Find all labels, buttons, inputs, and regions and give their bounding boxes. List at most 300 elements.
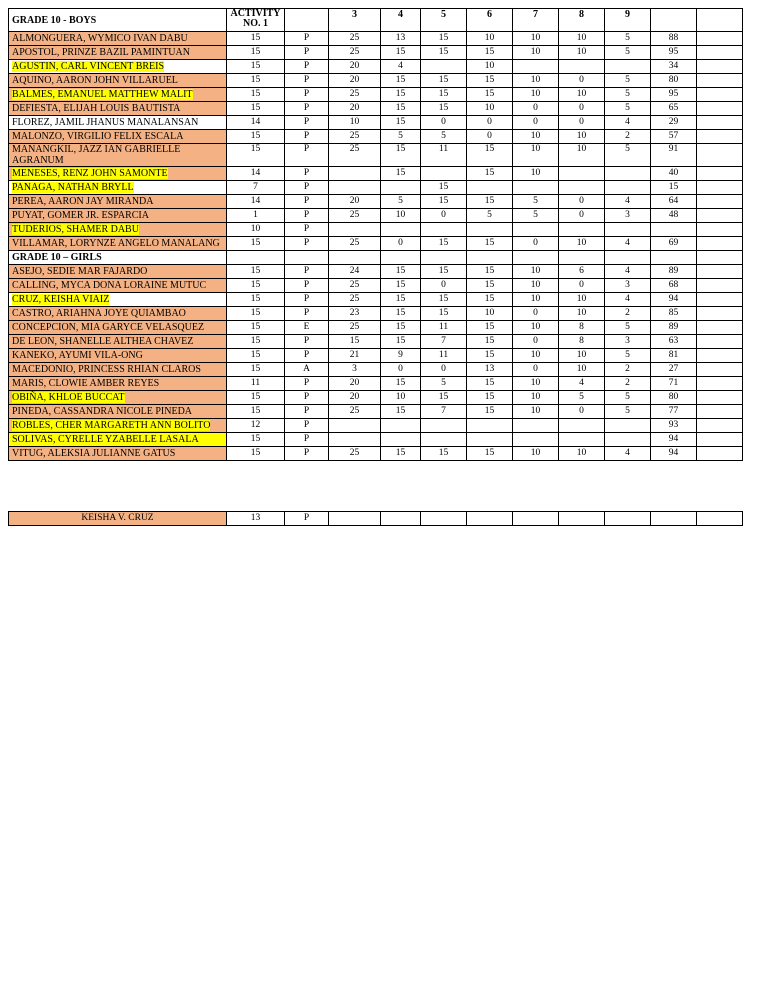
score-cell: 25 — [329, 293, 381, 307]
student-name-text: MARIS, CLOWIE AMBER REYES — [12, 378, 160, 389]
score-cell: 15 — [227, 144, 285, 167]
score-cell: 91 — [651, 144, 697, 167]
student-name-text: AGUSTIN, CARL VINCENT BREIS — [12, 61, 165, 72]
score-cell — [605, 223, 651, 237]
blank-cell — [697, 209, 743, 223]
score-cell: 68 — [651, 279, 697, 293]
student-row — [9, 102, 743, 116]
score-cell: 10 — [559, 349, 605, 363]
student-name — [9, 391, 227, 405]
extra-cell — [513, 512, 559, 526]
score-cell: 40 — [651, 167, 697, 181]
grades-table-body — [9, 9, 743, 461]
score-cell: 5 — [605, 32, 651, 46]
score-cell: A — [285, 363, 329, 377]
score-cell: 77 — [651, 405, 697, 419]
score-cell: 9 — [381, 349, 421, 363]
score-cell: 15 — [227, 349, 285, 363]
score-cell: 27 — [651, 363, 697, 377]
score-cell: 15 — [381, 144, 421, 167]
extra-cell-end — [697, 512, 743, 526]
score-cell: 11 — [421, 144, 467, 167]
extra-table — [8, 511, 743, 526]
student-name-text: MANANGKIL, JAZZ IAN GABRIELLE AGRANUM — [12, 144, 181, 166]
score-cell: 20 — [329, 102, 381, 116]
score-cell: 25 — [329, 46, 381, 60]
student-row — [9, 88, 743, 102]
score-cell: 10 — [513, 293, 559, 307]
score-cell: 10 — [467, 60, 513, 74]
student-name-text: TUDERIOS, SHAMER DABU — [12, 224, 139, 235]
score-cell: 15 — [227, 265, 285, 279]
blank-cell — [421, 251, 467, 265]
student-row — [9, 60, 743, 74]
blank-cell — [697, 307, 743, 321]
score-cell — [421, 223, 467, 237]
score-cell: 5 — [605, 74, 651, 88]
blank-cell — [513, 251, 559, 265]
score-cell: 0 — [559, 74, 605, 88]
score-cell: 21 — [329, 349, 381, 363]
score-cell: 15 — [467, 167, 513, 181]
student-name — [9, 102, 227, 116]
blank-cell — [697, 60, 743, 74]
score-cell — [467, 181, 513, 195]
blank-cell — [697, 74, 743, 88]
score-cell: P — [285, 209, 329, 223]
student-name-text: BALMES, EMANUEL MATTHEW MALIT — [12, 89, 193, 100]
student-row — [9, 349, 743, 363]
student-name-text: ASEJO, SEDIE MAR FAJARDO — [12, 266, 148, 277]
score-cell: 14 — [227, 116, 285, 130]
score-cell: 5 — [513, 195, 559, 209]
score-cell: 25 — [329, 88, 381, 102]
extra-cell — [651, 512, 697, 526]
score-cell — [651, 223, 697, 237]
score-cell — [559, 433, 605, 447]
score-cell: 15 — [421, 74, 467, 88]
blank-cell — [697, 32, 743, 46]
score-cell: 15 — [467, 335, 513, 349]
student-name — [9, 237, 227, 251]
score-cell: 15 — [421, 181, 467, 195]
blank-cell — [697, 265, 743, 279]
score-cell — [329, 419, 381, 433]
score-cell: P — [285, 237, 329, 251]
score-cell: 34 — [651, 60, 697, 74]
score-cell: 15 — [421, 265, 467, 279]
col-header-7: 7 — [513, 9, 559, 32]
score-cell: 15 — [381, 116, 421, 130]
score-cell: P — [285, 181, 329, 195]
score-cell: 88 — [651, 32, 697, 46]
score-cell: P — [285, 391, 329, 405]
score-cell: 0 — [421, 209, 467, 223]
blank-cell — [697, 88, 743, 102]
score-cell: 1 — [227, 209, 285, 223]
score-cell: 5 — [605, 405, 651, 419]
score-cell: 0 — [513, 335, 559, 349]
score-cell: 25 — [329, 279, 381, 293]
score-cell: P — [285, 46, 329, 60]
student-name — [9, 46, 227, 60]
score-cell: 11 — [421, 349, 467, 363]
score-cell: P — [285, 223, 329, 237]
blank-cell — [697, 405, 743, 419]
score-cell: 10 — [513, 88, 559, 102]
score-cell: 15 — [227, 32, 285, 46]
score-cell: 2 — [605, 307, 651, 321]
col-header-9: 9 — [605, 9, 651, 32]
score-cell: 81 — [651, 349, 697, 363]
score-cell: 2 — [605, 363, 651, 377]
score-cell: 0 — [513, 116, 559, 130]
col-header-3: 3 — [329, 9, 381, 32]
score-cell: 10 — [513, 405, 559, 419]
score-cell: 95 — [651, 88, 697, 102]
score-cell: P — [285, 116, 329, 130]
score-cell: 0 — [421, 116, 467, 130]
score-cell: P — [285, 195, 329, 209]
score-cell: 15 — [227, 405, 285, 419]
score-cell: 5 — [605, 102, 651, 116]
score-cell — [421, 419, 467, 433]
student-name-text: PANAGA, NATHAN BRYLL — [12, 182, 134, 193]
blank-cell — [697, 279, 743, 293]
score-cell — [467, 433, 513, 447]
student-name-text: OBIÑA, KHLOE BUCCAT — [12, 392, 125, 403]
score-cell: 4 — [605, 447, 651, 461]
student-name — [9, 307, 227, 321]
score-cell: 15 — [227, 237, 285, 251]
score-cell: 15 — [421, 391, 467, 405]
extra-cell — [559, 512, 605, 526]
score-cell: 0 — [559, 116, 605, 130]
score-cell: 6 — [559, 265, 605, 279]
student-name — [9, 321, 227, 335]
score-cell: P — [285, 419, 329, 433]
score-cell — [381, 223, 421, 237]
score-cell: P — [285, 279, 329, 293]
student-row — [9, 181, 743, 195]
score-cell: 5 — [605, 88, 651, 102]
score-cell: 5 — [513, 209, 559, 223]
score-cell: 3 — [329, 363, 381, 377]
student-name-text: CASTRO, ARIAHNA JOYE QUIAMBAO — [12, 308, 186, 319]
score-cell — [559, 419, 605, 433]
score-cell — [559, 223, 605, 237]
score-cell: 89 — [651, 265, 697, 279]
score-cell: 4 — [381, 60, 421, 74]
score-cell: 0 — [381, 237, 421, 251]
student-row — [9, 433, 743, 447]
score-cell: 94 — [651, 433, 697, 447]
score-cell: 10 — [513, 167, 559, 181]
score-cell: 15 — [421, 293, 467, 307]
score-cell — [467, 419, 513, 433]
student-name-text: ALMONGUERA, WYMICO IVAN DABU — [12, 33, 188, 44]
score-cell: 4 — [605, 195, 651, 209]
score-cell: 10 — [513, 46, 559, 60]
score-cell: 89 — [651, 321, 697, 335]
blank-cell — [697, 46, 743, 60]
score-cell — [329, 167, 381, 181]
score-cell: 15 — [467, 265, 513, 279]
score-cell: 25 — [329, 321, 381, 335]
score-cell: 14 — [227, 167, 285, 181]
score-cell: 85 — [651, 307, 697, 321]
blank-cell — [697, 391, 743, 405]
score-cell: 15 — [421, 307, 467, 321]
student-row — [9, 279, 743, 293]
score-cell: 15 — [381, 335, 421, 349]
score-cell: 15 — [467, 447, 513, 461]
blank-cell — [697, 419, 743, 433]
score-cell: 4 — [605, 116, 651, 130]
boys-section-title: GRADE 10 - BOYS — [9, 9, 227, 32]
blank-header — [285, 9, 329, 32]
score-cell: 25 — [329, 32, 381, 46]
blank-cell — [697, 335, 743, 349]
score-cell: 5 — [421, 377, 467, 391]
score-cell: 4 — [605, 265, 651, 279]
student-name-text: KANEKO, AYUMI VILA-ONG — [12, 350, 143, 361]
student-row — [9, 321, 743, 335]
score-cell: 15 — [651, 181, 697, 195]
score-cell: 15 — [381, 307, 421, 321]
score-cell: 15 — [467, 237, 513, 251]
score-cell: 10 — [513, 447, 559, 461]
score-cell: 10 — [513, 265, 559, 279]
score-cell: 23 — [329, 307, 381, 321]
score-cell: 15 — [381, 74, 421, 88]
score-cell: 15 — [467, 321, 513, 335]
score-cell: 15 — [329, 335, 381, 349]
score-cell: 15 — [467, 144, 513, 167]
score-cell: 48 — [651, 209, 697, 223]
score-cell: 24 — [329, 265, 381, 279]
score-cell: 5 — [605, 391, 651, 405]
score-cell: 15 — [227, 130, 285, 144]
score-cell: P — [285, 265, 329, 279]
score-cell: 25 — [329, 209, 381, 223]
blank-cell — [559, 251, 605, 265]
score-cell — [421, 60, 467, 74]
score-cell: 94 — [651, 293, 697, 307]
student-name-text: SOLIVAS, CYRELLE YZABELLE LASALA — [12, 434, 199, 445]
score-cell: 3 — [605, 209, 651, 223]
student-name-text: VITUG, ALEKSIA JULIANNE GATUS — [12, 448, 176, 459]
score-cell: 10 — [513, 349, 559, 363]
score-cell: 5 — [467, 209, 513, 223]
student-name-text: APOSTOL, PRINZE BAZIL PAMINTUAN — [12, 47, 190, 58]
score-cell — [605, 433, 651, 447]
score-cell: 10 — [513, 130, 559, 144]
student-name — [9, 293, 227, 307]
extra-student-name: KEISHA V. CRUZ — [9, 512, 227, 526]
blank-cell — [697, 447, 743, 461]
blank-cell — [697, 181, 743, 195]
blank-header-end — [697, 9, 743, 32]
score-cell: 63 — [651, 335, 697, 349]
score-cell: 15 — [227, 102, 285, 116]
score-cell: P — [285, 335, 329, 349]
score-cell: 8 — [559, 335, 605, 349]
header-row — [9, 9, 743, 32]
score-cell: P — [285, 88, 329, 102]
score-cell: 10 — [381, 391, 421, 405]
student-name-text: MACEDONIO, PRINCESS RHIAN CLAROS — [12, 364, 201, 375]
score-cell: P — [285, 60, 329, 74]
student-row — [9, 307, 743, 321]
student-name — [9, 223, 227, 237]
blank-cell — [697, 223, 743, 237]
score-cell: 0 — [513, 237, 559, 251]
score-cell: 95 — [651, 46, 697, 60]
score-cell: E — [285, 321, 329, 335]
score-cell: 15 — [467, 74, 513, 88]
blank-cell — [697, 237, 743, 251]
score-cell: 5 — [421, 130, 467, 144]
score-cell: 0 — [559, 209, 605, 223]
student-row — [9, 116, 743, 130]
score-cell — [381, 433, 421, 447]
student-row — [9, 293, 743, 307]
score-cell — [513, 181, 559, 195]
extra-row — [9, 512, 743, 526]
score-cell: 10 — [467, 307, 513, 321]
blank-cell — [651, 251, 697, 265]
student-name — [9, 167, 227, 181]
score-cell: 12 — [227, 419, 285, 433]
student-row — [9, 46, 743, 60]
score-cell: 15 — [467, 195, 513, 209]
score-cell: 15 — [227, 321, 285, 335]
score-cell — [605, 419, 651, 433]
blank-cell — [697, 349, 743, 363]
score-cell: 14 — [227, 195, 285, 209]
score-cell: 15 — [381, 377, 421, 391]
score-cell: 15 — [227, 363, 285, 377]
student-name — [9, 60, 227, 74]
score-cell: P — [285, 447, 329, 461]
blank-cell — [467, 251, 513, 265]
score-cell: 69 — [651, 237, 697, 251]
col-header-4: 4 — [381, 9, 421, 32]
student-row — [9, 335, 743, 349]
score-cell: 15 — [381, 405, 421, 419]
score-cell: 15 — [467, 279, 513, 293]
score-cell: 80 — [651, 74, 697, 88]
score-cell: 10 — [513, 279, 559, 293]
total-header — [651, 9, 697, 32]
student-name — [9, 447, 227, 461]
col-header-8: 8 — [559, 9, 605, 32]
score-cell: 5 — [559, 391, 605, 405]
blank-cell — [697, 167, 743, 181]
score-cell: 0 — [467, 116, 513, 130]
score-cell: 10 — [559, 307, 605, 321]
score-cell: 0 — [467, 130, 513, 144]
score-cell: 11 — [421, 321, 467, 335]
student-row — [9, 144, 743, 167]
extra-cell — [421, 512, 467, 526]
score-cell: 0 — [513, 363, 559, 377]
score-cell: 10 — [559, 363, 605, 377]
score-cell: 5 — [381, 195, 421, 209]
student-name-text: VILLAMAR, LORYNZE ANGELO MANALANG — [12, 238, 220, 249]
score-cell: 15 — [227, 88, 285, 102]
score-cell: 10 — [381, 209, 421, 223]
score-cell: P — [285, 307, 329, 321]
score-cell: 15 — [421, 447, 467, 461]
blank-cell — [697, 363, 743, 377]
score-cell: 80 — [651, 391, 697, 405]
student-name — [9, 279, 227, 293]
extra-cell — [329, 512, 381, 526]
score-cell: 15 — [381, 46, 421, 60]
score-cell: 15 — [421, 46, 467, 60]
score-cell: 15 — [467, 391, 513, 405]
score-cell: 2 — [605, 377, 651, 391]
score-cell: 15 — [421, 32, 467, 46]
score-cell: 20 — [329, 195, 381, 209]
blank-cell — [227, 251, 285, 265]
student-name — [9, 433, 227, 447]
score-cell: 10 — [227, 223, 285, 237]
score-cell: 7 — [227, 181, 285, 195]
blank-cell — [697, 144, 743, 167]
score-cell: 10 — [559, 46, 605, 60]
score-cell: 4 — [605, 237, 651, 251]
score-cell: 15 — [467, 88, 513, 102]
blank-cell — [381, 251, 421, 265]
extra-cell: P — [285, 512, 329, 526]
score-cell: 15 — [227, 447, 285, 461]
score-cell — [421, 167, 467, 181]
score-cell: 13 — [467, 363, 513, 377]
score-cell: 20 — [329, 60, 381, 74]
score-cell: 29 — [651, 116, 697, 130]
extra-cell: 13 — [227, 512, 285, 526]
blank-cell — [697, 293, 743, 307]
score-cell: 0 — [381, 363, 421, 377]
extra-cell — [605, 512, 651, 526]
score-cell: 5 — [381, 130, 421, 144]
student-name-text: PINEDA, CASSANDRA NICOLE PINEDA — [12, 406, 193, 417]
student-name — [9, 116, 227, 130]
score-cell: 25 — [329, 237, 381, 251]
student-row — [9, 265, 743, 279]
score-cell: 15 — [381, 265, 421, 279]
score-cell: 3 — [605, 279, 651, 293]
student-row — [9, 130, 743, 144]
student-name — [9, 88, 227, 102]
blank-cell — [697, 251, 743, 265]
score-cell: 5 — [605, 46, 651, 60]
score-cell: 15 — [421, 195, 467, 209]
student-row — [9, 419, 743, 433]
student-row — [9, 223, 743, 237]
score-cell: P — [285, 293, 329, 307]
score-cell: 15 — [467, 293, 513, 307]
student-name — [9, 195, 227, 209]
score-cell: 93 — [651, 419, 697, 433]
score-cell: 15 — [227, 60, 285, 74]
student-name — [9, 74, 227, 88]
score-cell: 10 — [559, 32, 605, 46]
student-name-text: PEREA, AARON JAY MIRANDA — [12, 196, 154, 207]
